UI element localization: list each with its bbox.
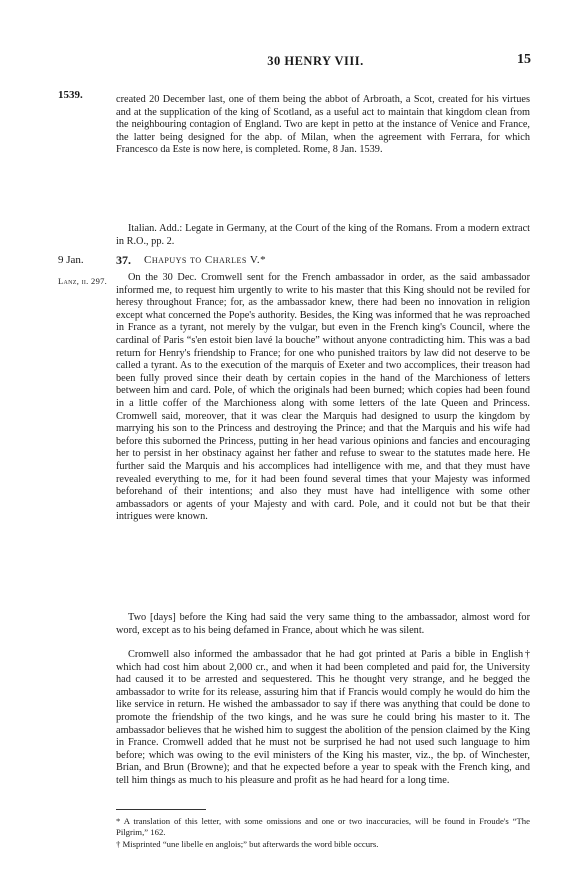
entry-number: 37. <box>116 253 131 267</box>
entry-paragraph-1-block <box>116 272 530 524</box>
entry-date: 9 Jan. <box>58 254 84 266</box>
margin-reference: Lanz, ii. 297. <box>58 276 108 286</box>
entry-paragraph-2-block <box>116 612 530 637</box>
page-header <box>100 54 531 72</box>
footnote-2: † Misprinted “une libelle en anglois;” but afterwards the word bible occurs. <box>116 839 379 849</box>
margin-year: 1539. <box>58 89 83 101</box>
running-title: 30 HENRY VIII. <box>267 54 364 68</box>
entry-heading <box>58 254 530 268</box>
source-note: Italian. Add.: Legate in Germany, at the Court of the king of the Romans. From a modern extract in R.O., pp. 2. <box>116 223 530 247</box>
entry-paragraph-2: Two [days] before the King had said the very same thing to the ambassador, almost word for word, except as to his being defamed in France, about which he was silent. <box>116 612 530 636</box>
page-number: 15 <box>517 52 531 67</box>
entry-paragraph-3: Cromwell also informed the ambassador that he had got printed at Paris a bible in English† which had cost him about 2,000 cr., and when it had been completed and paid for, the University had caused it to be arrested and sequestered. This he thought very strange, and he begged the ambassador to write for its release, assuring him that if Francis would comply he would do him the like service in return. He wished the ambassador to say if there was anything that could be done to promote the friendship of the two kings, and he was sure he could bring his master to it. The ambassador believes that he wished him to suggest the abolition of the pension claimed by the King in France. Cromwell added that he must not be surprised he had not used such language to him before; which was owing to the evil ministers of the King his master, viz., the bp. of Winchester, Brian, and Brun (Browne); and that he expected before a year to speak with the French king, and tell him things as much to his pleasure and profit as he had heard for a long time. <box>116 649 530 786</box>
entry-title: Chapuys to Charles V.* <box>144 254 267 266</box>
footnote-divider <box>116 809 206 810</box>
entry-paragraph-1: On the 30 Dec. Cromwell sent for the French ambassador in order, as the said ambassador informed me, to request him urgently to write to his master that this King should not be reviled for heresy throughout France; for, as the ambassador knew, there had been no innovation in religion except what concerned the Pope's authority. Besides, the King was informed that he was reproached in France as a tyrant, not merely by the vulgar, but even in the French king's Council, where the cardinal of Paris “s'en estoit bien lavé la bouche” without anyone contradicting him. This was a bad return for Henry's friendship to France; for one who punished traitors by law did not deserve to be called a tyrant. As to the execution of the marquis of Exeter and two accomplices, their treason had been fully proved since their death by certain copies in the hand of the Marchioness of letters between him and card. Pole, of which the originals had been burned; which copies had been found in a little coffer of the Marchioness along with some letters of the late Queen and Princess. Cromwell said, moreover, that it was clear the Marquis had designed to usurp the kingdom by marrying his son to the Princess and destroying the Prince; and that the Marquis and his wife had before this suborned the Princess, putting in her head various opinions and fancies and encouraging her to persist in her obstinacy against her father and refuse to swear to the statutes made here. He further said the Marquis and his accomplices had intelligence with me, and that they must have revealed everything to me, for it had been found several times that your Majesty was informed beforehand of their intentions; and also they must have had intelligence with some other ambassadors or agents of your Majesty and with card. Pole, and it could not but be that their intrigues were known. <box>116 272 530 523</box>
entry-paragraph-3-block <box>116 649 530 788</box>
intro-paragraph-block <box>116 94 530 157</box>
footnote-1: * A translation of this letter, with some omissions and one or two inaccuracies, will be found in Froude's “The Pilgrim,” 162. <box>116 816 530 837</box>
intro-paragraph: created 20 December last, one of them being the abbot of Arbroath, a Scot, created for his virtues and at the supplication of the king of Scotland, as a useful act to maintain that kingdom clean from the neighbouring contagion of England. Two are kept in petto at the instance of Venice and France, the latter being designed for the abp. of Milan, when the agreement with Ferrara, for which Francesco da Este is now here, is completed. Rome, 8 Jan. 1539. <box>116 94 530 156</box>
source-note-block <box>116 223 530 248</box>
